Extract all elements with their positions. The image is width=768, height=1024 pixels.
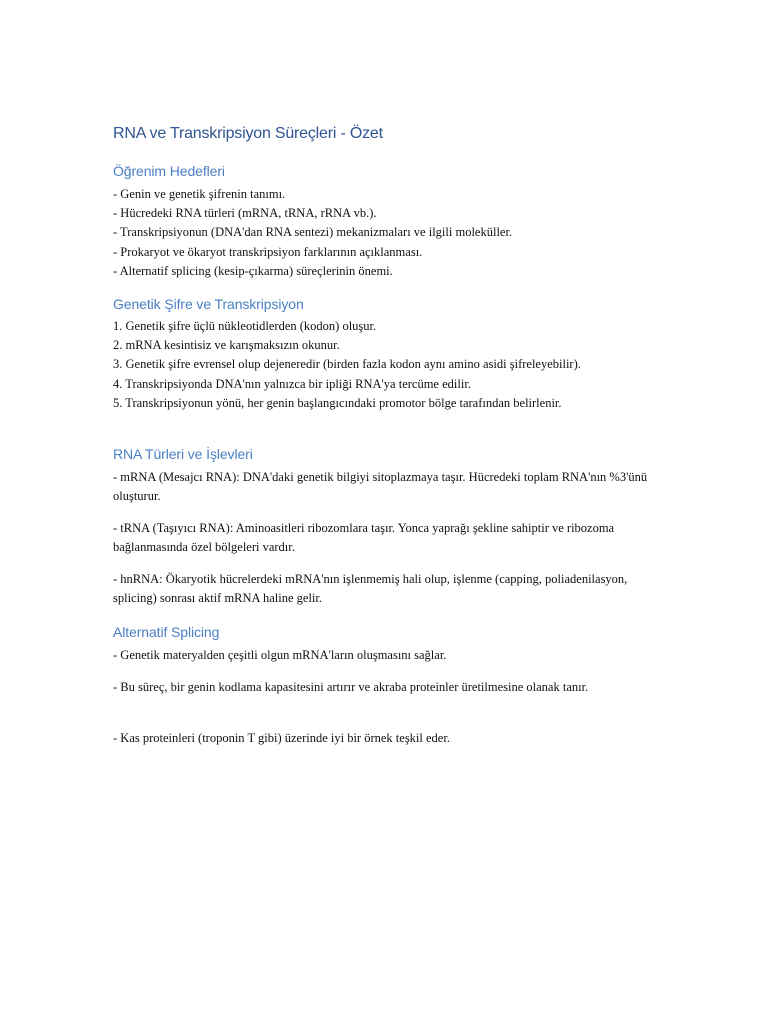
paragraph-hnrna: - hnRNA: Ökaryotik hücrelerdeki mRNA'nın işlenmemiş hali olup, işlenme (capping, poliadenilasyon, splicing) sonrası aktif mRNA haline gelir. — [113, 572, 628, 606]
list-item: - Genin ve genetik şifrenin tanımı. — [113, 187, 286, 201]
genetic-code-list — [113, 317, 653, 413]
document-title: RNA ve Transkripsiyon Süreçleri - Özet — [113, 125, 383, 142]
list-item: 1. Genetik şifre üçlü nükleotidlerden (kodon) oluşur. — [113, 319, 377, 333]
paragraph-mrna: - mRNA (Mesajcı RNA): DNA'daki genetik bilgiyi sitoplazmaya taşır. Hücredeki toplam RNA'nın %3'ünü oluşturur. — [113, 470, 648, 504]
list-item: - Transkripsiyonun (DNA'dan RNA sentezi) mekanizmaları ve ilgili moleküller. — [113, 225, 513, 240]
section-heading-rna-types: RNA Türleri ve İşlevleri — [113, 446, 253, 462]
paragraph-splicing-1: - Genetik materyalden çeşitli olgun mRNA'ların oluşmasını sağlar. — [113, 648, 447, 662]
list-item: 2. mRNA kesintisiz ve karışmaksızın okunur. — [113, 338, 340, 353]
learning-goals-list — [113, 185, 653, 281]
list-item: - Prokaryot ve ökaryot transkripsiyon farklarının açıklanması. — [113, 244, 423, 259]
paragraph-splicing-3: - Kas proteinleri (troponin T gibi) üzerinde iyi bir örnek teşkil eder. — [113, 731, 450, 745]
section-heading-learning-goals: Öğrenim Hedefleri — [113, 163, 225, 179]
list-item: 4. Transkripsiyonda DNA'nın yalnızca bir ipliği RNA'ya tercüme edilir. — [113, 376, 471, 391]
list-item: 3. Genetik şifre evrensel olup dejeneredir (birden fazla kodon aynı amino asidi şifreleyebilir). — [113, 357, 581, 372]
section-heading-genetic-code: Genetik Şifre ve Transkripsiyon — [113, 296, 304, 312]
list-item: - Hücredeki RNA türleri (mRNA, tRNA, rRNA vb.). — [113, 206, 377, 221]
list-item: - Alternatif splicing (kesip-çıkarma) süreçlerinin önemi. — [113, 263, 393, 278]
list-item: 5. Transkripsiyonun yönü, her genin başlangıcındaki promotor bölge tarafından belirlenir. — [113, 395, 562, 410]
paragraph-trna: - tRNA (Taşıyıcı RNA): Aminoasitleri ribozomlara taşır. Yonca yaprağı şekline sahiptir ve ribozoma bağlanmasında özel bölgeleri vardır. — [113, 521, 615, 555]
paragraph-splicing-2: - Bu süreç, bir genin kodlama kapasitesini artırır ve akraba proteinler üretilmesine olanak tanır. — [113, 680, 589, 694]
section-heading-alternative-splicing: Alternatif Splicing — [113, 624, 220, 640]
